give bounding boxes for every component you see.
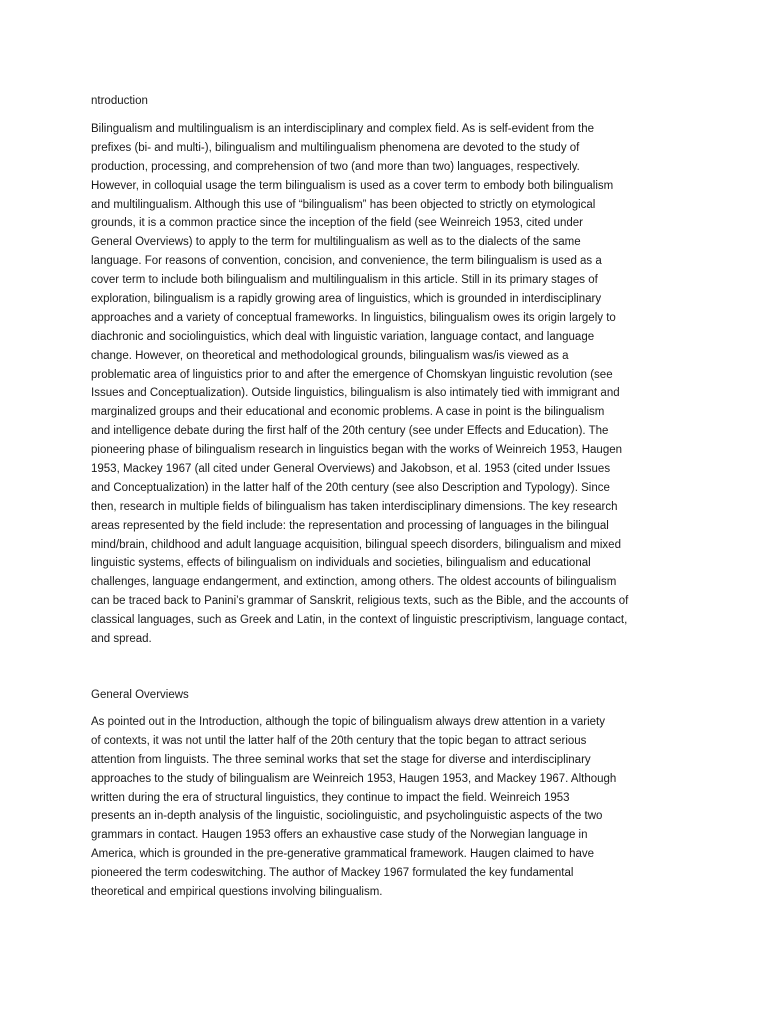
introduction-paragraph — [91, 120, 628, 649]
text-line: presents an in-depth analysis of the linguistic, sociolinguistic, and psycholinguistic aspects of the two — [91, 810, 603, 823]
text-line: As pointed out in the Introduction, although the topic of bilingualism always drew attention in a variety — [91, 716, 605, 728]
text-line: mind/brain, childhood and adult language acquisition, bilingual speech disorders, bilingualism and mixed — [91, 538, 621, 551]
text-line: areas represented by the field include: the representation and processing of languages in the bilingual — [91, 519, 609, 532]
text-line: approaches and a variety of conceptual frameworks. In linguistics, bilingualism owes its origin largely to — [91, 311, 616, 324]
text-line: Issues and Conceptualization). Outside linguistics, bilingualism is also intimately tied with immigrant and — [91, 387, 620, 400]
introduction-heading: ntroduction — [91, 95, 148, 107]
text-line: and multilingualism. Although this use of “bilingualism” has been objected to strictly on etymological — [91, 198, 596, 211]
text-line: marginalized groups and their educational and economic problems. A case in point is the bilingualism — [91, 406, 605, 419]
text-line: and intelligence debate during the first half of the 20th century (see under Effects and Education). The — [91, 425, 609, 438]
text-line: production, processing, and comprehension of two (and more than two) languages, respectively. — [91, 160, 580, 173]
text-line: grammars in contact. Haugen 1953 offers an exhaustive case study of the Norwegian language in — [91, 829, 588, 842]
text-line: of contexts, it was not until the latter half of the 20th century that the topic began to attract serious — [91, 734, 587, 747]
text-line: change. However, on theoretical and methodological grounds, bilingualism was/is viewed as a — [91, 349, 569, 362]
text-line: pioneered the term codeswitching. The author of Mackey 1967 formulated the key fundamental — [91, 867, 574, 880]
text-line: However, in colloquial usage the term bilingualism is used as a cover term to embody both bilingualism — [91, 179, 614, 192]
text-line: linguistic systems, effects of bilingualism on individuals and societies, bilingualism and educational — [91, 557, 591, 570]
text-line: approaches to the study of bilingualism are Weinreich 1953, Haugen 1953, and Mackey 1967. Although — [91, 772, 617, 785]
text-line: America, which is grounded in the pre-generative grammatical framework. Haugen claimed to have — [91, 848, 595, 861]
text-line: challenges, language endangerment, and extinction, among others. The oldest accounts of bilingualism — [91, 576, 617, 589]
text-line: prefixes (bi- and multi-), bilingualism and multilingualism phenomena are devoted to the study of — [91, 141, 580, 154]
general-overviews-heading: General Overviews — [91, 689, 189, 701]
text-line: attention from linguists. The three seminal works that set the stage for diverse and interdisciplinary — [91, 753, 591, 766]
text-line: classical languages, such as Greek and Latin, in the context of linguistic prescriptivism, language contact, — [91, 614, 628, 627]
text-line: grounds, it is a common practice since the inception of the field (see Weinreich 1953, cited under — [91, 217, 584, 230]
text-line: and spread. — [91, 633, 152, 646]
text-line: theoretical and empirical questions involving bilingualism. — [91, 886, 383, 899]
text-line: language. For reasons of convention, concision, and convenience, the term bilingualism is used as a — [91, 255, 602, 268]
text-line: diachronic and sociolinguistics, which deal with linguistic variation, language contact, and language — [91, 330, 595, 343]
general-overviews-paragraph — [91, 713, 616, 902]
text-line: cover term to include both bilingualism and multilingualism in this article. Still in its primary stages of — [91, 274, 598, 287]
text-line: then, research in multiple fields of bilingualism has taken interdisciplinary dimensions. The key research — [91, 500, 618, 513]
text-line: can be traced back to Panini’s grammar of Sanskrit, religious texts, such as the Bible, and the accounts of — [91, 595, 629, 608]
text-line: General Overviews) to apply to the term for multilingualism as well as to the dialects of the same — [91, 236, 581, 249]
text-line: problematic area of linguistics prior to and after the emergence of Chomskyan linguistic revolution (see — [91, 368, 613, 381]
text-line: Bilingualism and multilingualism is an interdisciplinary and complex field. As is self-evident from the — [91, 123, 595, 135]
text-line: written during the era of structural linguistics, they continue to impact the field. Weinreich 1953 — [91, 791, 570, 804]
text-line: and Conceptualization) in the latter half of the 20th century (see also Description and Typology). Since — [91, 481, 610, 494]
text-line: exploration, bilingualism is a rapidly growing area of linguistics, which is grounded in interdisciplinary — [91, 293, 602, 306]
text-line: pioneering phase of bilingualism research in linguistics began with the works of Weinreich 1953, Haugen — [91, 444, 623, 457]
text-line: 1953, Mackey 1967 (all cited under General Overviews) and Jakobson, et al. 1953 (cited under Issues — [91, 463, 611, 476]
